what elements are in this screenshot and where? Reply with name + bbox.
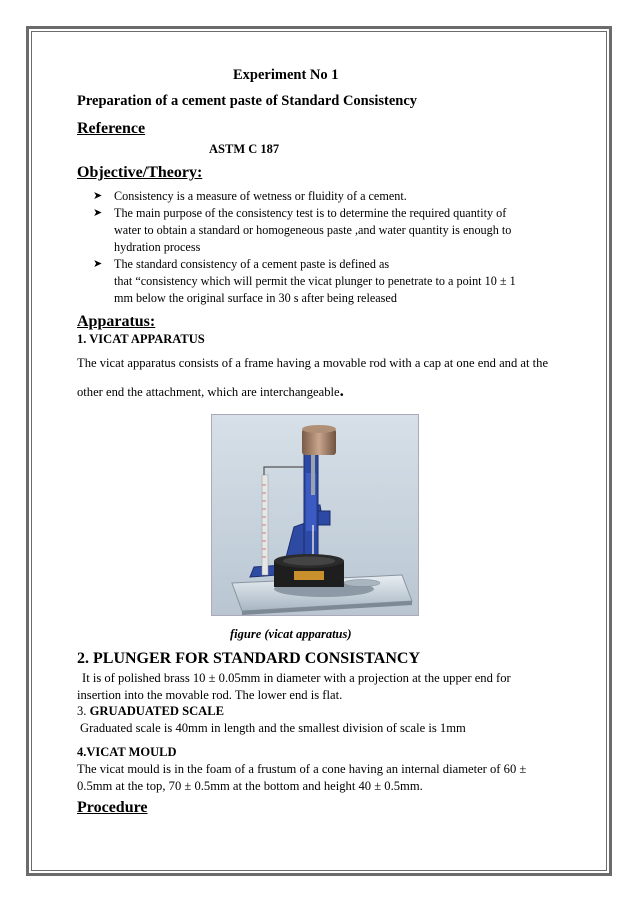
reference-heading: Reference	[77, 120, 146, 137]
plunger-text-line: It is of polished brass 10 ± 0.05mm in diameter with a projection at the upper end for	[82, 671, 511, 685]
figure-caption: figure (vicat apparatus)	[230, 627, 352, 641]
mould-heading: 4.VICAT MOULD	[77, 745, 177, 759]
procedure-heading: Procedure	[77, 799, 148, 816]
plunger-text-line: insertion into the movable rod. The lower end is flat.	[77, 688, 343, 702]
vicat-apparatus-image	[212, 415, 418, 615]
vicat-text-content: other end the attachment, which are interchangeable	[77, 385, 340, 399]
vicat-apparatus-heading: 1. VICAT APPARATUS	[77, 332, 205, 346]
vicat-text-period: .	[339, 381, 344, 400]
scale-heading: GRUADUATED SCALE	[89, 704, 225, 718]
bullet-line: that “consistency which will permit the vicat plunger to penetrate to a point 10 ± 1	[114, 274, 516, 288]
bullet-line: Consistency is a measure of wetness or fluidity of a cement.	[114, 189, 407, 203]
bullet-line: mm below the original surface in 30 s after being released	[114, 291, 397, 305]
reference-standard: ASTM C 187	[209, 142, 280, 156]
vicat-apparatus-figure	[211, 414, 419, 616]
experiment-title: Experiment No 1	[233, 67, 339, 83]
objective-bullet	[93, 256, 553, 307]
scale-number: 3.	[77, 704, 87, 718]
objective-bullet	[93, 188, 553, 205]
scale-heading-row	[77, 703, 224, 720]
arrow-bullet-icon: ➤	[93, 190, 103, 202]
bullet-line: The main purpose of the consistency test is to determine the required quantity of	[114, 206, 507, 220]
experiment-subtitle: Preparation of a cement paste of Standard Consistency	[77, 93, 418, 109]
arrow-bullet-icon: ➤	[93, 207, 103, 219]
bullet-line: hydration process	[114, 240, 201, 254]
bullet-line: water to obtain a standard or homogeneous paste ,and water quantity is enough to	[114, 223, 512, 237]
vicat-text-line: The vicat apparatus consists of a frame having a movable rod with a cap at one end and at the	[77, 356, 549, 370]
objective-bullet-list	[93, 188, 553, 307]
apparatus-heading: Apparatus:	[77, 313, 156, 330]
scale-text: Graduated scale is 40mm in length and the smallest division of scale is 1mm	[80, 721, 466, 735]
mould-text-line: 0.5mm at the top, 70 ± 0.5mm at the bottom and height 40 ± 0.5mm.	[77, 779, 423, 793]
arrow-bullet-icon: ➤	[93, 258, 103, 270]
vicat-text-line	[77, 382, 344, 401]
objective-bullet	[93, 205, 553, 256]
mould-text-line: The vicat mould is in the foam of a frustum of a cone having an internal diameter of 60 ±	[77, 762, 527, 776]
bullet-line: The standard consistency of a cement paste is defined as	[114, 257, 390, 271]
plunger-heading: 2. PLUNGER FOR STANDARD CONSISTANCY	[77, 650, 420, 667]
objective-heading: Objective/Theory:	[77, 164, 203, 181]
